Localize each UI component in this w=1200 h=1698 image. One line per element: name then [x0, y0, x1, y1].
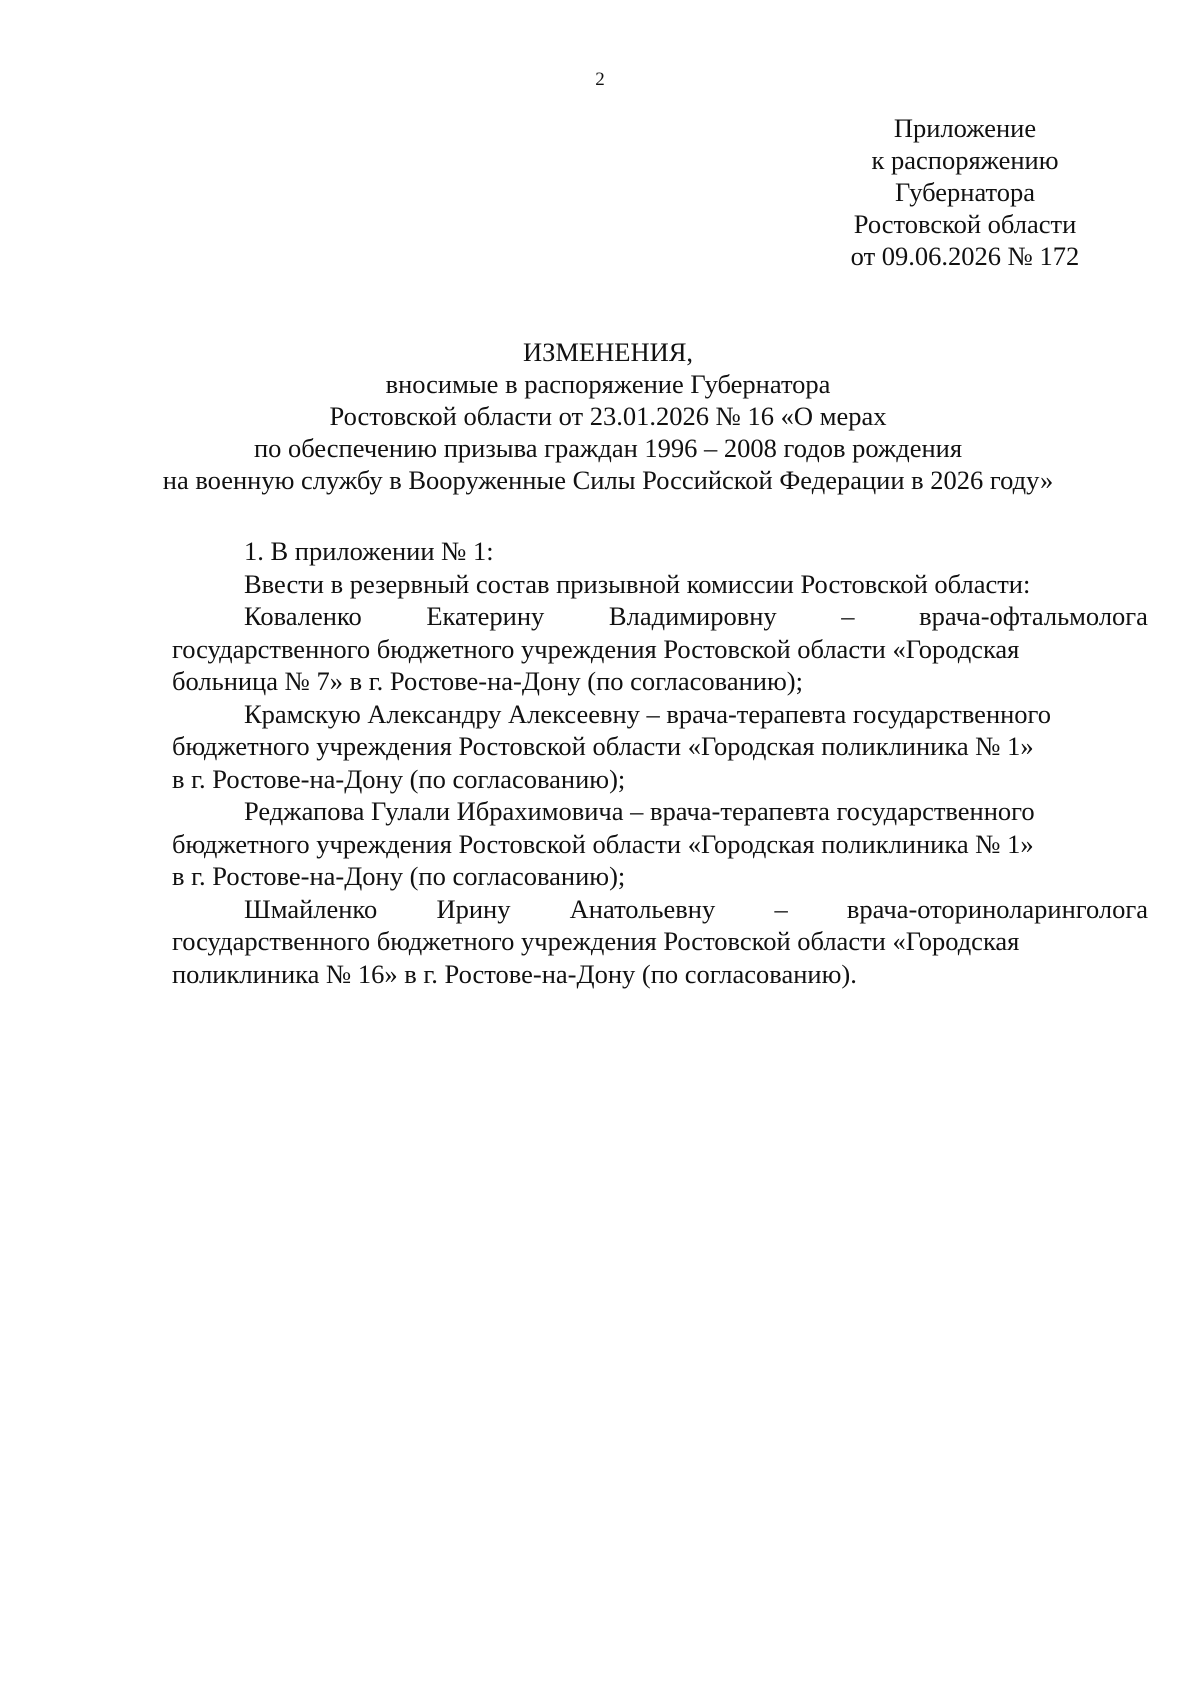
entry-line: больница № 7» в г. Ростове-на-Дону (по согласованию); [172, 666, 803, 696]
entry-kovalenko [172, 600, 1148, 698]
heading-line: по обеспечению призыва граждан 1996 – 2008 годов рождения [253, 433, 963, 463]
entry-shmaylenko [172, 893, 1148, 991]
entry-line: в г. Ростове-на-Дону (по согласованию); [172, 763, 626, 794]
entry-line: Реджапова Гулали Ибрахимовича – врача-терапевта государственного [244, 796, 1035, 826]
heading-title: ИЗМЕНЕНИЯ, [522, 337, 694, 367]
entry-line: государственного бюджетного учреждения Ростовской области «Городская [172, 926, 1020, 956]
heading-line: вносимые в распоряжение Губернатора [385, 369, 831, 399]
entry-dash: – [841, 601, 855, 631]
entry-kramskaya [172, 698, 1148, 796]
appendix-line: Губернатора [894, 177, 1036, 207]
appendix-line: Ростовской области [853, 209, 1077, 239]
entry-first-line [172, 893, 1148, 926]
entry-word: Коваленко [244, 601, 362, 631]
entry-dash: – [774, 893, 788, 924]
document-heading [150, 336, 1066, 496]
entry-line: бюджетного учреждения Ростовской области «Городская поликлиника № 1» [172, 731, 1034, 761]
entry-redzhapov [172, 795, 1148, 893]
entry-word: врача-офтальмолога [919, 601, 1148, 631]
entry-line: бюджетного учреждения Ростовской области «Городская поликлиника № 1» [172, 828, 1034, 859]
entry-word: Шмайленко [244, 893, 378, 924]
appendix-line: Приложение [893, 113, 1037, 143]
entry-line: Крамскую Александру Алексеевну – врача-терапевта государственного [244, 698, 1052, 729]
entry-word: Екатерину [426, 601, 545, 631]
appendix-block [820, 112, 1110, 272]
item-1-heading: 1. В приложении № 1: [244, 536, 494, 566]
heading-line: Ростовской области от 23.01.2026 № 16 «О мерах [329, 401, 887, 431]
intro-paragraph: Ввести в резервный состав призывной комиссии Ростовской области: [244, 568, 1031, 599]
entry-word: Владимировну [608, 601, 777, 631]
page-number: 2 [595, 69, 605, 90]
appendix-line: к распоряжению [871, 145, 1059, 175]
entry-line: поликлиника № 16» в г. Ростове-на-Дону (по согласованию). [172, 958, 857, 989]
entry-word: Анатольевну [569, 893, 716, 924]
document-body [172, 535, 1148, 990]
entry-line: государственного бюджетного учреждения Ростовской области «Городская [172, 633, 1020, 664]
entry-word: врача-оториноларинголога [846, 893, 1148, 924]
entry-word: Ирину [436, 893, 511, 924]
entry-first-line [172, 600, 1148, 633]
appendix-date-number: от 09.06.2026 № 172 [850, 241, 1080, 271]
entry-line: в г. Ростове-на-Дону (по согласованию); [172, 861, 626, 891]
heading-line: на военную службу в Вооруженные Силы Российской Федерации в 2026 году» [162, 465, 1054, 495]
